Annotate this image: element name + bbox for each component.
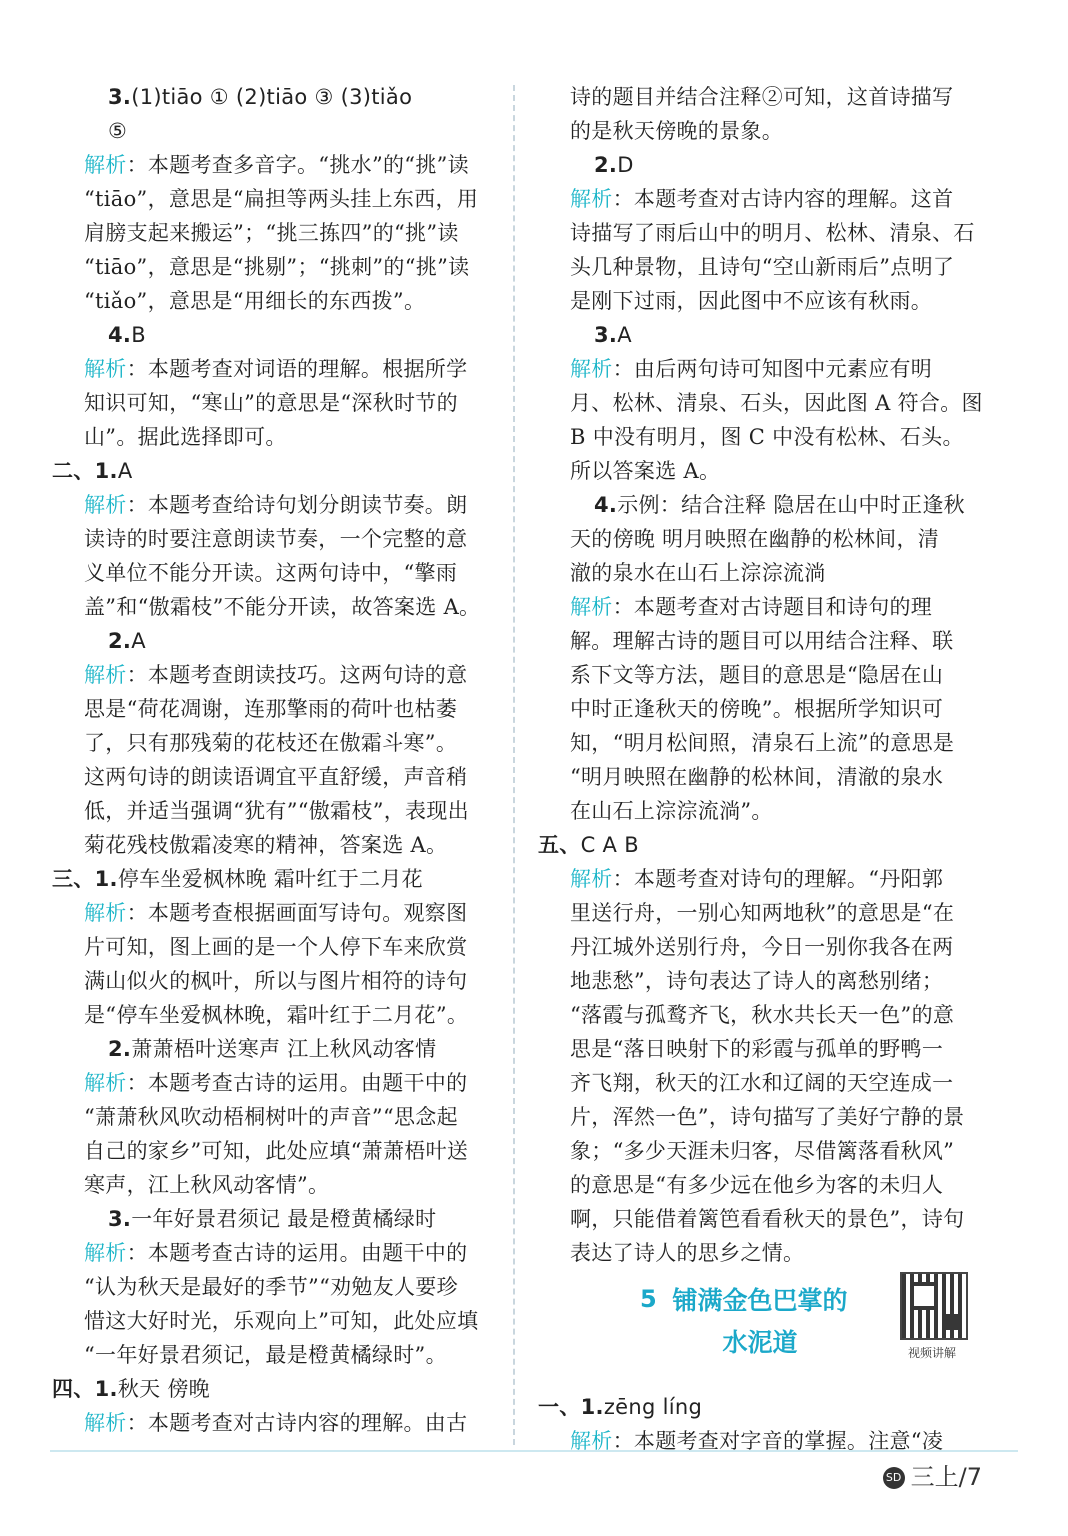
question-number: 1. <box>94 1377 118 1401</box>
body-text-line: 表达了诗人的思乡之情。 <box>570 1241 805 1265</box>
section-label: 三、 <box>52 867 95 891</box>
answer-continuation: ⑤ <box>108 119 128 143</box>
right-column <box>538 80 983 1458</box>
explanation-text: ：本题考查对字音的掌握。注意“凌 <box>612 1429 944 1453</box>
body-text-line: 天的傍晚 明月映照在幽静的松林间，清 <box>570 527 940 551</box>
body-text-line: “tiǎo”，意思是“用细长的东西拨”。 <box>84 289 426 313</box>
question-number: 2. <box>108 1037 132 1061</box>
body-text-line: B 中没有明月，图 C 中没有松林、石头。 <box>570 425 964 449</box>
answer-text: 示例：结合注释 隐居在山中时正逢秋 <box>617 493 965 517</box>
explanation-line <box>84 1406 498 1440</box>
body-text-line: 象；“多少天涯未归客，尽借篱落看秋风” <box>570 1139 955 1163</box>
answer-text: A <box>117 459 133 483</box>
body-text-line: 满山似火的枫叶，所以与图片相符的诗句 <box>84 969 468 993</box>
question-number: 1. <box>94 867 118 891</box>
qr-code-label: 视频讲解 <box>907 1346 956 1360</box>
analysis-tag: 解析 <box>84 1071 127 1095</box>
answer-text: C A B <box>580 833 639 857</box>
qr-code-icon[interactable] <box>900 1272 968 1340</box>
body-text-line: 啊，只能借着篱笆看看秋天的景色”，诗句 <box>570 1207 965 1231</box>
explanation-text: ：本题考查对诗句的理解。“丹阳郭 <box>612 867 944 891</box>
answer-text: (1)tiāo ① (2)tiāo ③ (3)tiǎo <box>131 85 413 109</box>
explanation-text: ：本题考查古诗的运用。由题干中的 <box>126 1241 468 1265</box>
body-text-line: 这两句诗的朗读语调宜平直舒缓，声音稍 <box>84 765 468 789</box>
explanation-text: ：本题考查根据画面写诗句。观察图 <box>126 901 468 925</box>
analysis-tag: 解析 <box>570 867 613 891</box>
body-text-line: 澈的泉水在山石上淙淙流淌 <box>570 561 826 585</box>
body-text-line: 月、松林、清泉、石头，因此图 A 符合。图 <box>570 391 983 415</box>
lesson-header <box>570 1270 980 1390</box>
body-text-line: 义单位不能分开读。这两句诗中，“擎雨 <box>84 561 458 585</box>
answer-line <box>570 488 980 522</box>
body-text-line: “萧萧秋风吹动梧桐树叶的声音”“思念起 <box>84 1105 458 1129</box>
explanation-text: ：本题考查多音字。“挑水”的“挑”读 <box>126 153 469 177</box>
answer-line <box>84 1202 498 1236</box>
answer-line <box>84 318 498 352</box>
analysis-tag: 解析 <box>570 1429 613 1453</box>
analysis-tag: 解析 <box>84 1411 127 1435</box>
page-number: 三上/7 <box>910 1463 982 1491</box>
section-answer-line <box>538 1390 980 1424</box>
answer-line <box>570 148 980 182</box>
answer-text: A <box>617 323 632 347</box>
body-text-line: 头几种景物，且诗句“空山新雨后”点明了 <box>570 255 955 279</box>
body-text-line: 丹江城外送别行舟，今日一别你我各在两 <box>570 935 954 959</box>
body-text-line: 的意思是“有多少远在他乡为客的未归人 <box>570 1173 944 1197</box>
question-number: 3. <box>594 323 618 347</box>
answer-text: 停车坐爱枫林晚 霜叶红于二月花 <box>117 867 423 891</box>
explanation-line <box>84 658 498 692</box>
explanation-line <box>84 352 498 386</box>
answer-text: 一年好景君须记 最是橙黄橘绿时 <box>131 1207 437 1231</box>
body-text-line: “认为秋天是最好的季节”“劝勉友人要珍 <box>84 1275 458 1299</box>
body-text-line: 低，并适当强调“犹有”“傲霜枝”，表现出 <box>84 799 469 823</box>
question-number: 2. <box>594 153 618 177</box>
body-text-line: 片，浑然一色”，诗句描写了美好宁静的景 <box>570 1105 965 1129</box>
answer-text: 秋天 傍晚 <box>117 1377 210 1401</box>
analysis-tag: 解析 <box>570 187 613 211</box>
footer-rule <box>50 1450 1018 1452</box>
body-text-line: 解。理解古诗的题目可以用结合注释、联 <box>570 629 954 653</box>
lesson-title-line-1: 铺满金色巴掌的 <box>672 1286 848 1315</box>
analysis-tag: 解析 <box>84 357 127 381</box>
section-answer-line <box>538 828 980 862</box>
explanation-line <box>570 182 980 216</box>
body-text-line: 里送行舟，一别心知两地秋”的意思是“在 <box>570 901 955 925</box>
body-text-line: 在山石上淙淙流淌”。 <box>570 799 773 823</box>
body-text-line: 自己的家乡”可知，此处应填“萧萧梧叶送 <box>84 1139 469 1163</box>
body-text-line: 是“停车坐爱枫林晚，霜叶红于二月花”。 <box>84 1003 469 1027</box>
body-text-line: 思是“落日映射下的彩霞与孤单的野鸭一 <box>570 1037 944 1061</box>
analysis-tag: 解析 <box>84 663 127 687</box>
answer-text: A <box>131 629 146 653</box>
lesson-title <box>640 1280 880 1364</box>
explanation-line <box>84 896 498 930</box>
lesson-title-line-2: 水泥道 <box>722 1328 798 1357</box>
section-answer-line <box>52 1372 498 1406</box>
explanation-text: ：本题考查对古诗题目和诗句的理 <box>612 595 933 619</box>
body-text-line: 知，“明月松间照，清泉石上流”的意思是 <box>570 731 955 755</box>
body-text-line: 诗的题目并结合注释②可知，这首诗描写 <box>570 85 954 109</box>
answer-text: D <box>617 153 634 177</box>
section-label: 五、 <box>538 833 581 857</box>
body-text-line: 片可知，图上画的是一个人停下车来欣赏 <box>84 935 468 959</box>
explanation-line <box>84 1236 498 1270</box>
explanation-line <box>570 590 980 624</box>
answer-line <box>84 1032 498 1066</box>
body-text-line: 系下文等方法，题目的意思是“隐居在山 <box>570 663 944 687</box>
body-text-line: “tiāo”，意思是“扁担等两头挂上东西，用 <box>84 187 479 211</box>
body-text-line: 是刚下过雨，因此图中不应该有秋雨。 <box>570 289 933 313</box>
explanation-text: ：本题考查给诗句划分朗读节奏。朗 <box>126 493 468 517</box>
explanation-text: ：本题考查对词语的理解。根据所学 <box>126 357 468 381</box>
explanation-text: ：本题考查朗读技巧。这两句诗的意 <box>126 663 468 687</box>
explanation-line <box>84 1066 498 1100</box>
answer-line <box>570 318 980 352</box>
explanation-text: ：本题考查对古诗内容的理解。由古 <box>126 1411 468 1435</box>
body-text-line: “明月映照在幽静的松林间，清澈的泉水 <box>570 765 944 789</box>
section-answer-line <box>52 454 498 488</box>
explanation-text: ：本题考查古诗的运用。由题干中的 <box>126 1071 468 1095</box>
body-text-line: 所以答案选 A。 <box>570 459 721 483</box>
body-text-line: 盖”和“傲霜枝”不能分开读，故答案选 A。 <box>84 595 481 619</box>
body-text-line: 寒声，江上秋风动客情”。 <box>84 1173 330 1197</box>
body-text-line: 山”。据此选择即可。 <box>84 425 287 449</box>
analysis-tag: 解析 <box>84 901 127 925</box>
explanation-line <box>84 148 498 182</box>
explanation-line <box>570 862 980 896</box>
analysis-tag: 解析 <box>84 493 127 517</box>
body-text-line: 诗描写了雨后山中的明月、松林、清泉、石 <box>570 221 975 245</box>
question-number: 1. <box>580 1395 604 1419</box>
section-label: 二、 <box>52 459 95 483</box>
question-number: 3. <box>108 85 132 109</box>
analysis-tag: 解析 <box>84 1241 127 1265</box>
answer-text: 萧萧梧叶送寒声 江上秋风动客情 <box>131 1037 437 1061</box>
explanation-text: ：本题考查对古诗内容的理解。这首 <box>612 187 954 211</box>
body-text-line: “tiāo”，意思是“挑剔”；“挑刺”的“挑”读 <box>84 255 470 279</box>
section-answer-line <box>52 862 498 896</box>
column-divider <box>513 85 515 1445</box>
section-label: 一、 <box>538 1395 581 1419</box>
body-text-line: 地悲愁”，诗句表达了诗人的离愁别绪； <box>570 969 944 993</box>
body-text-line: 了，只有那残菊的花枝还在傲霜斗寒”。 <box>84 731 458 755</box>
publisher-badge: SD <box>883 1467 905 1489</box>
body-text-line: 的是秋天傍晚的景象。 <box>570 119 783 143</box>
answer-text: zēng líng <box>603 1395 703 1419</box>
question-number: 4. <box>594 493 618 517</box>
body-text-line: 惜这大好时光，乐观向上”可知，此处应填 <box>84 1309 479 1333</box>
body-text-line: 齐飞翔，秋天的江水和辽阔的天空连成一 <box>570 1071 954 1095</box>
answer-line <box>84 624 498 658</box>
answer-line <box>84 80 498 114</box>
body-text-line: 知识可知，“寒山”的意思是“深秋时节的 <box>84 391 458 415</box>
lesson-number: 5 <box>640 1285 657 1313</box>
question-number: 4. <box>108 323 132 347</box>
explanation-text: ：由后两句诗可知图中元素应有明 <box>612 357 933 381</box>
explanation-line <box>84 488 498 522</box>
explanation-line <box>570 1424 980 1458</box>
analysis-tag: 解析 <box>570 357 613 381</box>
body-text-line: 中时正逢秋天的傍晚”。根据所学知识可 <box>570 697 944 721</box>
analysis-tag: 解析 <box>84 153 127 177</box>
body-text-line: 菊花残枝傲霜凌寒的精神，答案选 A。 <box>84 833 448 857</box>
body-text-line: 读诗的时要注意朗读节奏，一个完整的意 <box>84 527 468 551</box>
question-number: 2. <box>108 629 132 653</box>
analysis-tag: 解析 <box>570 595 613 619</box>
section-label: 四、 <box>52 1377 95 1401</box>
body-text-line: “一年好景君须记，最是橙黄橘绿时”。 <box>84 1343 447 1367</box>
body-text-line: 肩膀支起来搬运”；“挑三拣四”的“挑”读 <box>84 221 459 245</box>
page-footer <box>883 1457 982 1492</box>
question-number: 3. <box>108 1207 132 1231</box>
question-number: 1. <box>94 459 118 483</box>
left-column <box>52 80 498 1440</box>
body-text-line: 思是“荷花凋谢，连那擎雨的荷叶也枯萎 <box>84 697 458 721</box>
answer-text: B <box>131 323 146 347</box>
explanation-line <box>570 352 980 386</box>
body-text-line: “落霞与孤鹜齐飞，秋水共长天一色”的意 <box>570 1003 955 1027</box>
